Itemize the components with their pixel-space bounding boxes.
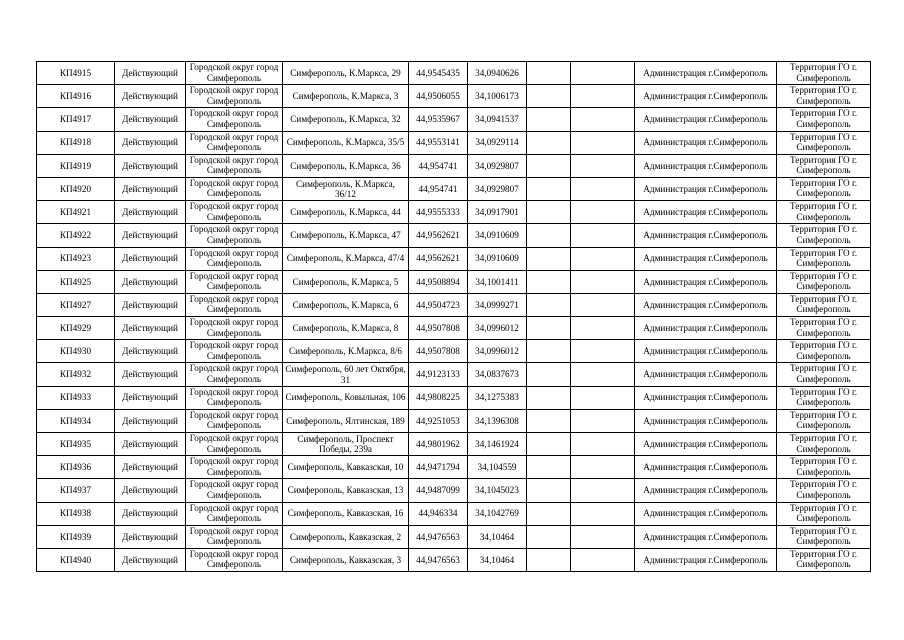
cell-organization: Администрация г.Симферополь: [635, 85, 777, 108]
cell-status: Действующий: [115, 177, 186, 200]
cell-empty: [571, 502, 635, 525]
table-row: [37, 247, 871, 270]
cell-empty: [571, 108, 635, 131]
cell-territory: Территория ГО г. Симферополь: [777, 108, 871, 131]
cell-territory: Территория ГО г. Симферополь: [777, 433, 871, 456]
cell-latitude: 44,9506055: [409, 85, 468, 108]
cell-latitude: 44,9562621: [409, 247, 468, 270]
cell-longitude: 34,0929807: [468, 154, 527, 177]
cell-district: Городской округ город Симферополь: [186, 108, 283, 131]
cell-latitude: 44,9808225: [409, 386, 468, 409]
cell-organization: Администрация г.Симферополь: [635, 363, 777, 386]
cell-organization: Администрация г.Симферополь: [635, 317, 777, 340]
cell-code: КП4934: [37, 409, 115, 432]
cell-status: Действующий: [115, 456, 186, 479]
cell-district: Городской округ город Симферополь: [186, 293, 283, 316]
cell-latitude: 44,946334: [409, 502, 468, 525]
cell-longitude: 34,1275383: [468, 386, 527, 409]
cell-address: Симферополь, К.Маркса, 3: [283, 85, 409, 108]
cell-code: КП4920: [37, 177, 115, 200]
table-row: [37, 270, 871, 293]
cell-code: КП4937: [37, 479, 115, 502]
cell-empty: [527, 131, 571, 154]
cell-territory: Территория ГО г. Симферополь: [777, 270, 871, 293]
table-row: [37, 456, 871, 479]
cell-code: КП4918: [37, 131, 115, 154]
cell-empty: [571, 363, 635, 386]
cell-longitude: 34,0929807: [468, 177, 527, 200]
cell-status: Действующий: [115, 340, 186, 363]
table-row: [37, 131, 871, 154]
cell-status: Действующий: [115, 108, 186, 131]
cell-empty: [571, 224, 635, 247]
cell-longitude: 34,0940626: [468, 62, 527, 85]
cell-organization: Администрация г.Симферополь: [635, 177, 777, 200]
cell-status: Действующий: [115, 525, 186, 548]
cell-latitude: 44,954741: [409, 154, 468, 177]
cell-code: КП4919: [37, 154, 115, 177]
cell-longitude: 34,0910609: [468, 224, 527, 247]
cell-empty: [571, 456, 635, 479]
cell-empty: [527, 502, 571, 525]
cell-territory: Территория ГО г. Симферополь: [777, 131, 871, 154]
cell-organization: Администрация г.Симферополь: [635, 224, 777, 247]
cell-empty: [571, 409, 635, 432]
cell-code: КП4915: [37, 62, 115, 85]
cell-latitude: 44,9535967: [409, 108, 468, 131]
cell-code: КП4938: [37, 502, 115, 525]
table-row: [37, 201, 871, 224]
cell-district: Городской округ город Симферополь: [186, 363, 283, 386]
cell-status: Действующий: [115, 224, 186, 247]
cell-district: Городской округ город Симферополь: [186, 62, 283, 85]
cell-status: Действующий: [115, 317, 186, 340]
cell-address: Симферополь, Ковыльная, 106: [283, 386, 409, 409]
cell-longitude: 34,1045023: [468, 479, 527, 502]
cell-empty: [527, 317, 571, 340]
cell-organization: Администрация г.Симферополь: [635, 502, 777, 525]
cell-empty: [571, 525, 635, 548]
cell-code: КП4916: [37, 85, 115, 108]
cell-organization: Администрация г.Симферополь: [635, 433, 777, 456]
table-row: [37, 317, 871, 340]
table-row: [37, 85, 871, 108]
cell-organization: Администрация г.Симферополь: [635, 201, 777, 224]
cell-empty: [527, 293, 571, 316]
cell-empty: [571, 270, 635, 293]
cell-code: КП4921: [37, 201, 115, 224]
cell-empty: [571, 548, 635, 571]
cell-empty: [527, 409, 571, 432]
cell-longitude: 34,0999271: [468, 293, 527, 316]
cell-status: Действующий: [115, 409, 186, 432]
cell-territory: Территория ГО г. Симферополь: [777, 386, 871, 409]
cell-territory: Территория ГО г. Симферополь: [777, 247, 871, 270]
cell-organization: Администрация г.Симферополь: [635, 247, 777, 270]
cell-code: КП4940: [37, 548, 115, 571]
cell-empty: [527, 433, 571, 456]
cell-code: КП4925: [37, 270, 115, 293]
table-row: [37, 363, 871, 386]
cell-empty: [527, 177, 571, 200]
cell-organization: Администрация г.Симферополь: [635, 293, 777, 316]
table-row: [37, 409, 871, 432]
cell-territory: Территория ГО г. Симферополь: [777, 502, 871, 525]
cell-address: Симферополь, К.Маркса, 32: [283, 108, 409, 131]
cell-address: Симферополь, Кавказская, 10: [283, 456, 409, 479]
cell-longitude: 34,0929114: [468, 131, 527, 154]
cell-longitude: 34,104559: [468, 456, 527, 479]
cell-latitude: 44,9504723: [409, 293, 468, 316]
cell-district: Городской округ город Симферополь: [186, 177, 283, 200]
cell-longitude: 34,1042769: [468, 502, 527, 525]
cell-empty: [527, 363, 571, 386]
cell-latitude: 44,9476563: [409, 548, 468, 571]
cell-latitude: 44,9555333: [409, 201, 468, 224]
cell-address: Симферополь, Кавказская, 2: [283, 525, 409, 548]
cell-code: КП4917: [37, 108, 115, 131]
cell-latitude: 44,9471794: [409, 456, 468, 479]
cell-district: Городской округ город Симферополь: [186, 340, 283, 363]
cell-latitude: 44,9507808: [409, 317, 468, 340]
cell-longitude: 34,0910609: [468, 247, 527, 270]
cell-district: Городской округ город Симферополь: [186, 525, 283, 548]
cell-district: Городской округ город Симферополь: [186, 386, 283, 409]
table-row: [37, 62, 871, 85]
cell-district: Городской округ город Симферополь: [186, 409, 283, 432]
cell-empty: [527, 479, 571, 502]
cell-empty: [527, 548, 571, 571]
cell-latitude: 44,9123133: [409, 363, 468, 386]
table-row: [37, 548, 871, 571]
cell-longitude: 34,1461924: [468, 433, 527, 456]
cell-status: Действующий: [115, 201, 186, 224]
cell-territory: Территория ГО г. Симферополь: [777, 177, 871, 200]
table-row: [37, 340, 871, 363]
cell-latitude: 44,954741: [409, 177, 468, 200]
cell-district: Городской округ город Симферополь: [186, 456, 283, 479]
cell-territory: Территория ГО г. Симферополь: [777, 409, 871, 432]
cell-empty: [571, 131, 635, 154]
cell-organization: Администрация г.Симферополь: [635, 479, 777, 502]
cell-longitude: 34,0996012: [468, 340, 527, 363]
cell-code: КП4939: [37, 525, 115, 548]
cell-territory: Территория ГО г. Симферополь: [777, 62, 871, 85]
cell-district: Городской округ город Симферополь: [186, 85, 283, 108]
cell-status: Действующий: [115, 131, 186, 154]
cell-address: Симферополь, К.Маркса, 47: [283, 224, 409, 247]
cell-code: КП4932: [37, 363, 115, 386]
cell-address: Симферополь, Кавказская, 13: [283, 479, 409, 502]
cell-empty: [527, 270, 571, 293]
cell-organization: Администрация г.Симферополь: [635, 154, 777, 177]
table-row: [37, 479, 871, 502]
cell-territory: Территория ГО г. Симферополь: [777, 340, 871, 363]
cell-territory: Территория ГО г. Симферополь: [777, 293, 871, 316]
cell-empty: [571, 479, 635, 502]
cell-latitude: 44,9545435: [409, 62, 468, 85]
cell-empty: [571, 201, 635, 224]
cell-code: КП4922: [37, 224, 115, 247]
cell-empty: [527, 108, 571, 131]
cell-address: Симферополь, Проспект Победы, 239а: [283, 433, 409, 456]
cell-address: Симферополь, Кавказская, 3: [283, 548, 409, 571]
cell-address: Симферополь, Кавказская, 16: [283, 502, 409, 525]
cell-empty: [571, 340, 635, 363]
cell-status: Действующий: [115, 247, 186, 270]
cell-code: КП4936: [37, 456, 115, 479]
cell-territory: Территория ГО г. Симферополь: [777, 224, 871, 247]
cell-empty: [527, 386, 571, 409]
cell-code: КП4929: [37, 317, 115, 340]
cell-territory: Территория ГО г. Симферополь: [777, 525, 871, 548]
cell-longitude: 34,0837673: [468, 363, 527, 386]
table-row: [37, 108, 871, 131]
cell-address: Симферополь, К.Маркса, 47/4: [283, 247, 409, 270]
cell-longitude: 34,1396308: [468, 409, 527, 432]
table-row: [37, 224, 871, 247]
cell-empty: [527, 525, 571, 548]
cell-longitude: 34,1006173: [468, 85, 527, 108]
cell-latitude: 44,9476563: [409, 525, 468, 548]
cell-latitude: 44,9562621: [409, 224, 468, 247]
cell-district: Городской округ город Симферополь: [186, 270, 283, 293]
cell-empty: [527, 224, 571, 247]
cell-status: Действующий: [115, 502, 186, 525]
cell-code: КП4933: [37, 386, 115, 409]
table-row: [37, 433, 871, 456]
cell-longitude: 34,10464: [468, 525, 527, 548]
cell-code: КП4923: [37, 247, 115, 270]
table-row: [37, 525, 871, 548]
table-row: [37, 177, 871, 200]
cell-address: Симферополь, К.Маркса, 36: [283, 154, 409, 177]
cell-status: Действующий: [115, 62, 186, 85]
cell-address: Симферополь, К.Маркса, 29: [283, 62, 409, 85]
cell-address: Симферополь, К.Маркса, 8/6: [283, 340, 409, 363]
cell-territory: Территория ГО г. Симферополь: [777, 201, 871, 224]
cell-empty: [527, 247, 571, 270]
cell-organization: Администрация г.Симферополь: [635, 340, 777, 363]
cell-status: Действующий: [115, 363, 186, 386]
cell-territory: Территория ГО г. Симферополь: [777, 548, 871, 571]
cell-latitude: 44,9507808: [409, 340, 468, 363]
cell-empty: [571, 177, 635, 200]
cell-district: Городской округ город Симферополь: [186, 479, 283, 502]
cell-status: Действующий: [115, 433, 186, 456]
cell-address: Симферополь, 60 лет Октября, 31: [283, 363, 409, 386]
cell-address: Симферополь, Ялтинская, 189: [283, 409, 409, 432]
cell-organization: Администрация г.Симферополь: [635, 525, 777, 548]
cell-district: Городской округ город Симферополь: [186, 502, 283, 525]
cell-code: КП4927: [37, 293, 115, 316]
cell-territory: Территория ГО г. Симферополь: [777, 317, 871, 340]
cell-longitude: 34,0941537: [468, 108, 527, 131]
cell-territory: Территория ГО г. Симферополь: [777, 154, 871, 177]
cell-district: Городской округ город Симферополь: [186, 247, 283, 270]
cell-latitude: 44,9801962: [409, 433, 468, 456]
table-row: [37, 293, 871, 316]
cell-status: Действующий: [115, 85, 186, 108]
cell-empty: [571, 293, 635, 316]
cell-organization: Администрация г.Симферополь: [635, 548, 777, 571]
cell-empty: [571, 247, 635, 270]
cell-empty: [527, 340, 571, 363]
cell-organization: Администрация г.Симферополь: [635, 108, 777, 131]
cell-empty: [571, 62, 635, 85]
cell-status: Действующий: [115, 293, 186, 316]
cell-empty: [571, 433, 635, 456]
cell-empty: [527, 154, 571, 177]
cell-organization: Администрация г.Симферополь: [635, 62, 777, 85]
cell-empty: [527, 62, 571, 85]
cell-latitude: 44,9487099: [409, 479, 468, 502]
cell-address: Симферополь, К.Маркса, 44: [283, 201, 409, 224]
cell-empty: [527, 201, 571, 224]
cell-code: КП4935: [37, 433, 115, 456]
cell-status: Действующий: [115, 548, 186, 571]
cell-district: Городской округ город Симферополь: [186, 548, 283, 571]
cell-status: Действующий: [115, 386, 186, 409]
cell-territory: Территория ГО г. Симферополь: [777, 479, 871, 502]
cell-empty: [571, 317, 635, 340]
cell-latitude: 44,9251053: [409, 409, 468, 432]
cell-address: Симферополь, К.Маркса, 5: [283, 270, 409, 293]
cell-latitude: 44,9553141: [409, 131, 468, 154]
cell-district: Городской округ город Симферополь: [186, 154, 283, 177]
cell-district: Городской округ город Симферополь: [186, 317, 283, 340]
cell-organization: Администрация г.Симферополь: [635, 409, 777, 432]
cell-longitude: 34,0996012: [468, 317, 527, 340]
table-row: [37, 386, 871, 409]
cell-address: Симферополь, К.Маркса, 8: [283, 317, 409, 340]
cell-empty: [527, 85, 571, 108]
cell-district: Городской округ город Симферополь: [186, 224, 283, 247]
cell-latitude: 44,9508894: [409, 270, 468, 293]
cell-status: Действующий: [115, 154, 186, 177]
cell-address: Симферополь, К.Маркса, 6: [283, 293, 409, 316]
cell-longitude: 34,10464: [468, 548, 527, 571]
cell-territory: Территория ГО г. Симферополь: [777, 85, 871, 108]
cell-district: Городской округ город Симферополь: [186, 201, 283, 224]
container-site-table: [36, 61, 871, 572]
table-row: [37, 154, 871, 177]
cell-empty: [571, 386, 635, 409]
cell-empty: [571, 154, 635, 177]
cell-status: Действующий: [115, 479, 186, 502]
table-row: [37, 502, 871, 525]
cell-address: Симферополь, К.Маркса, 36/12: [283, 177, 409, 200]
cell-territory: Территория ГО г. Симферополь: [777, 456, 871, 479]
cell-longitude: 34,0917901: [468, 201, 527, 224]
cell-territory: Территория ГО г. Симферополь: [777, 363, 871, 386]
cell-empty: [571, 85, 635, 108]
cell-district: Городской округ город Симферополь: [186, 131, 283, 154]
cell-longitude: 34,1001411: [468, 270, 527, 293]
cell-empty: [527, 456, 571, 479]
cell-organization: Администрация г.Симферополь: [635, 270, 777, 293]
cell-status: Действующий: [115, 270, 186, 293]
cell-district: Городской округ город Симферополь: [186, 433, 283, 456]
table-body: [37, 62, 871, 572]
cell-address: Симферополь, К.Маркса, 35/5: [283, 131, 409, 154]
cell-code: КП4930: [37, 340, 115, 363]
cell-organization: Администрация г.Симферополь: [635, 131, 777, 154]
cell-organization: Администрация г.Симферополь: [635, 456, 777, 479]
cell-organization: Администрация г.Симферополь: [635, 386, 777, 409]
